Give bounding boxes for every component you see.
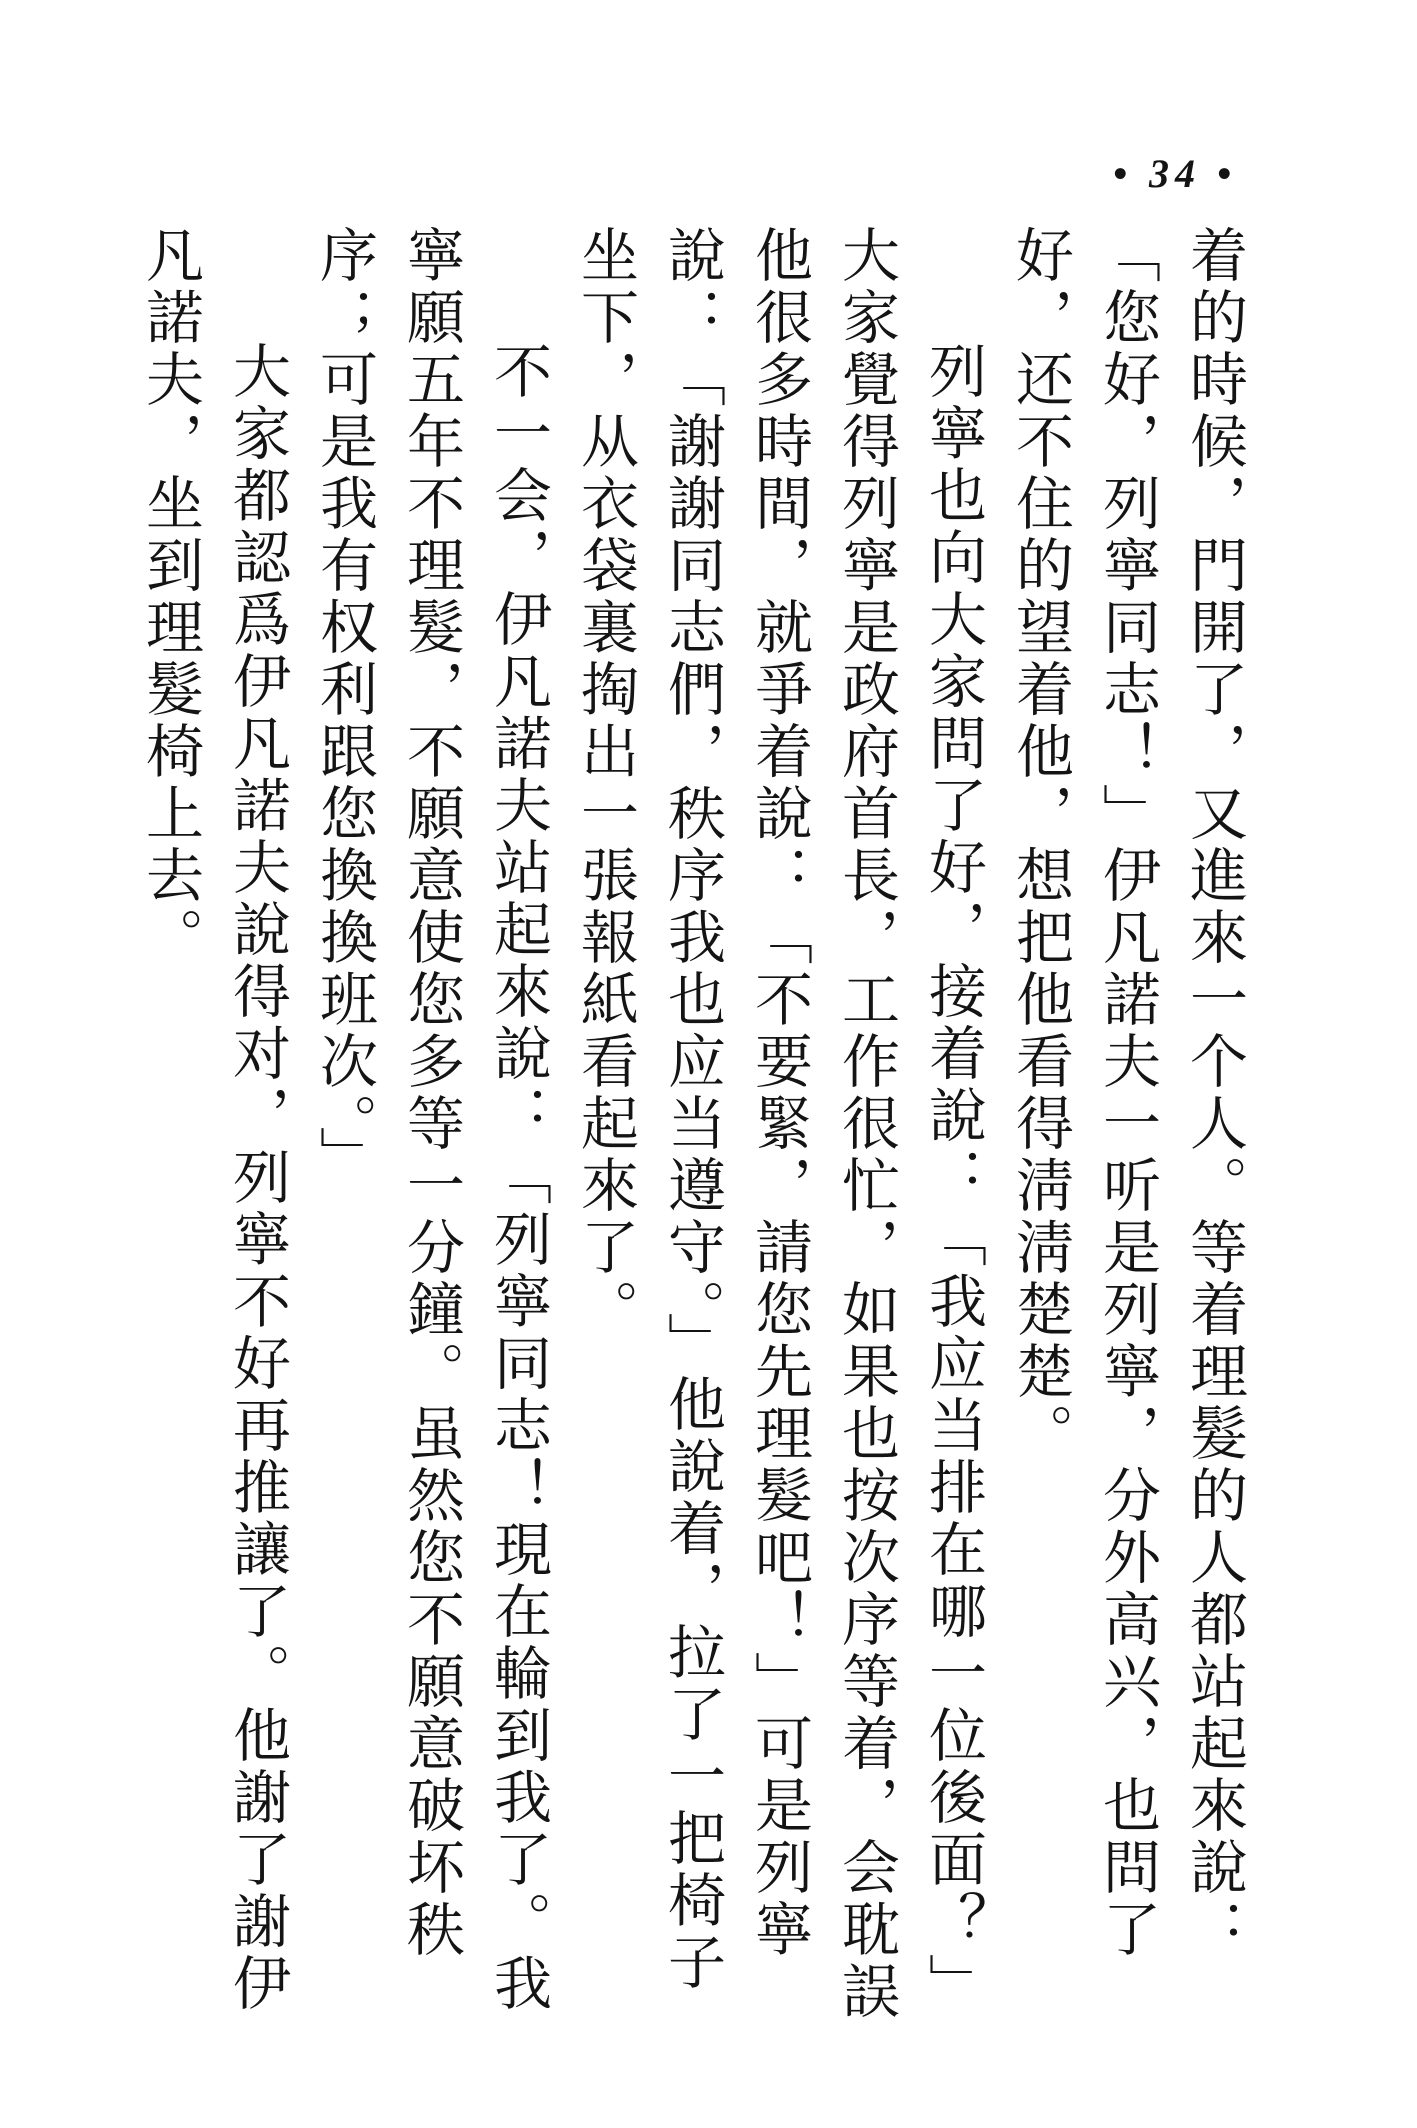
vertical-text-body	[126, 225, 1257, 2045]
paragraph-1: 着的時候，門開了，又進來一个人。等着理髮的人都站起來說：「您好，列寧同志！」伊凡諾夫一听是列寧，分外高兴，也問了好，还不住的望着他，想把他看得淸淸楚楚。	[1006, 225, 1248, 1961]
paragraph-2: 列寧也向大家問了好，接着說：「我应当排在哪一位後面？」大家覺得列寧是政府首長，工作很忙，如果也按次序等着，会耽誤他很多時間，就爭着說：「不要緊，請您先理髮吧！」可是列寧說：「謝謝同志們，秩序我也应当遵守。」他說着，拉了一把椅子坐下，从衣袋裏掏出一張報紙看起來了。	[571, 225, 987, 2023]
paragraph-3: 不一会，伊凡諾夫站起來說：「列寧同志！現在輪到我了。我寧願五年不理髮，不願意使您多等一分鐘。虽然您不願意破坏秩序；可是我有权利跟您換換班次。」	[310, 225, 552, 2015]
page-number: • 34 •	[1112, 151, 1237, 196]
paragraph-4: 大家都認爲伊凡諾夫說得对，列寧不好再推讓了。他謝了謝伊凡諾夫，坐到理髮椅上去。	[136, 225, 291, 2015]
